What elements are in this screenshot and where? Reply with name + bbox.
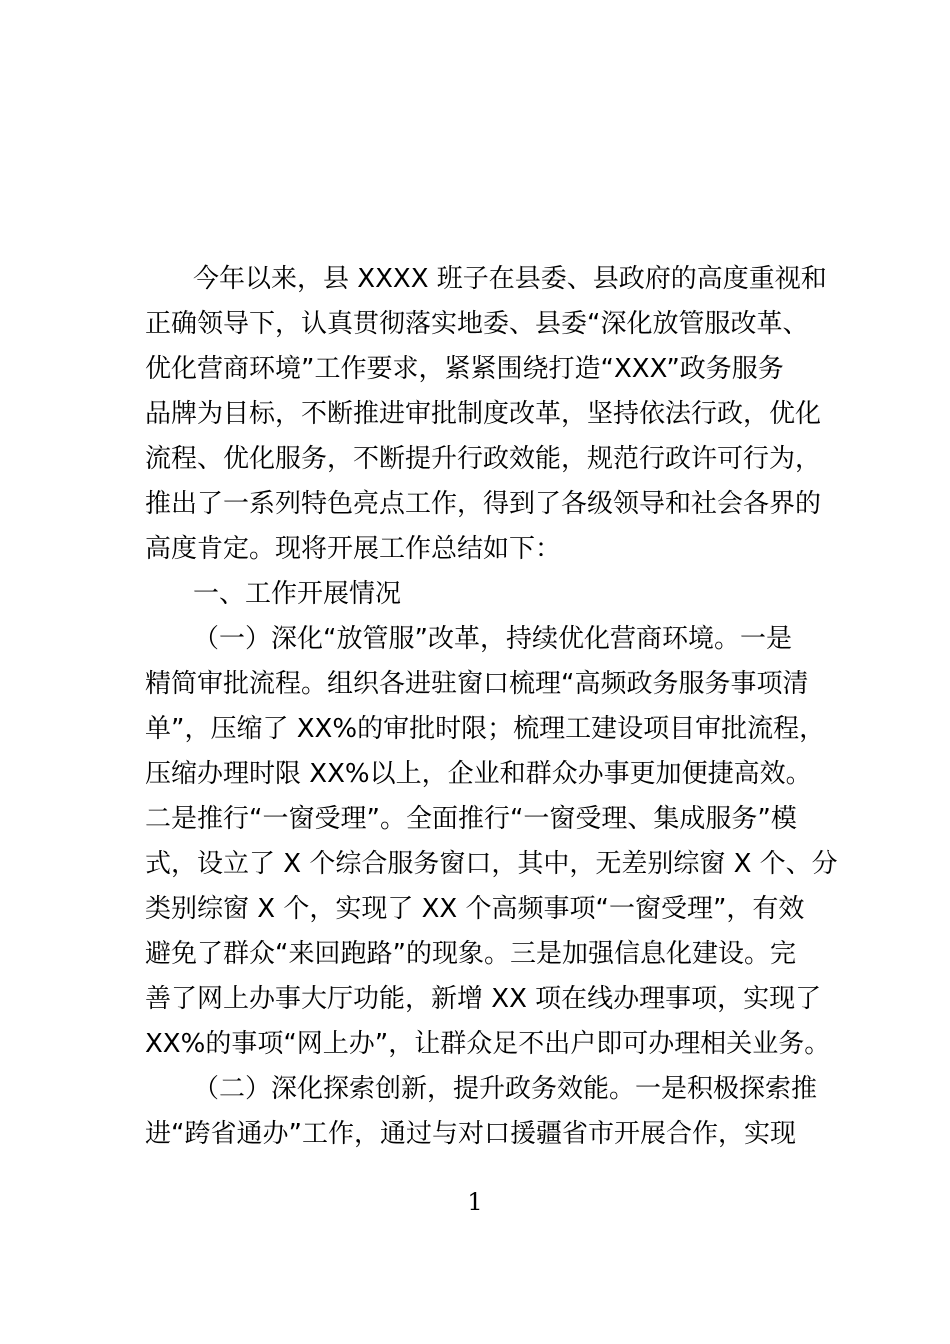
paragraph-line: 高度肯定。现将开展工作总结如下：	[145, 534, 562, 564]
page-number: 1	[467, 1188, 483, 1216]
paragraph-line: 单”，压缩了 XX%的审批时限；梳理工建设项目审批流程，	[145, 714, 826, 744]
paragraph-line: 品牌为目标，不断推进审批制度改革，坚持依法行政，优化	[145, 399, 822, 429]
section-heading: 一、工作开展情况	[193, 579, 402, 609]
subsection-heading-line: （一）深化“放管服”改革，持续优化营商环境。一是	[193, 624, 792, 654]
paragraph-line: 压缩办理时限 XX%以上，企业和群众办事更加便捷高效。	[145, 759, 812, 789]
paragraph-line: 进“跨省通办”工作，通过与对口援疆省市开展合作，实现	[145, 1119, 796, 1149]
paragraph-line: 式，设立了 X 个综合服务窗口，其中，无差别综窗 X 个、分	[145, 849, 838, 879]
paragraph-line: 善了网上办事大厅功能，新增 XX 项在线办理事项，实现了	[145, 984, 822, 1014]
paragraph-line: 今年以来，县 XXXX 班子在县委、县政府的高度重视和	[193, 264, 827, 294]
subsection-heading-line: （二）深化探索创新，提升政务效能。一是积极探索推	[193, 1074, 818, 1104]
paragraph-line: 避免了群众“来回跑路”的现象。三是加强信息化建设。完	[145, 939, 796, 969]
paragraph-line: 流程、优化服务，不断提升行政效能，规范行政许可行为，	[145, 444, 822, 474]
paragraph-line: 类别综窗 X 个，实现了 XX 个高频事项“一窗受理”，有效	[145, 894, 805, 924]
paragraph-line: 二是推行“一窗受理”。全面推行“一窗受理、集成服务”模	[145, 804, 797, 834]
paragraph-line: 推出了一系列特色亮点工作，得到了各级领导和社会各界的	[145, 489, 822, 519]
paragraph-line: 精简审批流程。组织各进驻窗口梳理“高频政务服务事项清	[145, 669, 809, 699]
paragraph-line: XX%的事项“网上办”，让群众足不出户即可办理相关业务。	[145, 1029, 831, 1059]
paragraph-line: 优化营商环境”工作要求，紧紧围绕打造“XXX”政务服务	[145, 354, 784, 384]
paragraph-line: 正确领导下，认真贯彻落实地委、县委“深化放管服改革、	[145, 309, 809, 339]
